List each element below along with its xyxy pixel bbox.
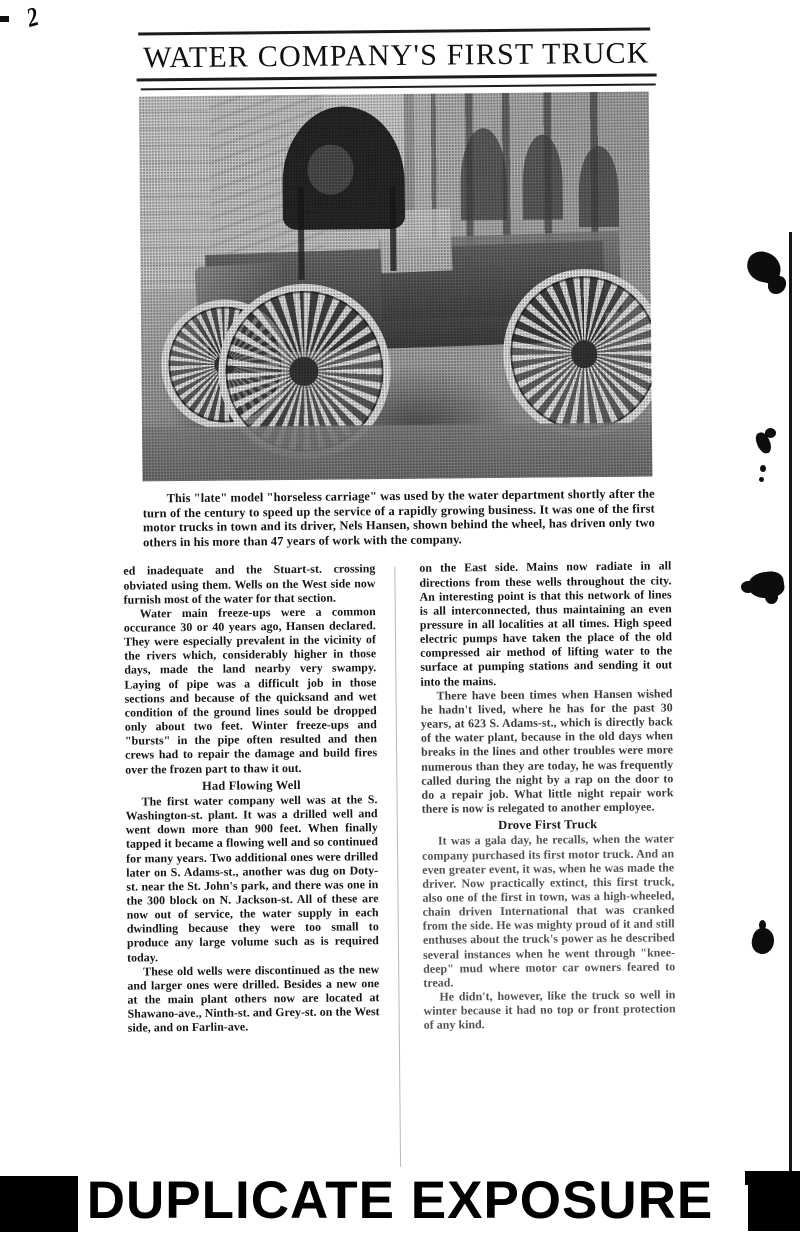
article-body bbox=[121, 559, 677, 1035]
section-subheading: Drove First Truck bbox=[498, 817, 598, 833]
scan-blob-artifact bbox=[759, 920, 766, 930]
scan-blob-artifact bbox=[741, 581, 755, 593]
scan-blob-artifact bbox=[749, 926, 777, 957]
banner-block-right bbox=[748, 1171, 800, 1231]
paragraph: Water main freeze-ups were a common occurance 30 or 40 years ago, Hansen declared. They were especially prevalent in the vicinity of the rivers which, considerably higher in those days, made the land nearby very swampy. Laying of pipe was a difficult job in those sections and because of the quicksand and wet condition of the ground lines sould be dropped only about two feet. Winter freeze-ups and "bursts" in the pipe often resulted and then crews had to repair the damage and build fires over the frozen part to thaw it out. bbox=[123, 604, 378, 777]
banner-label: DUPLICATE EXPOSURE bbox=[86, 1171, 714, 1230]
scan-blob-artifact bbox=[765, 590, 778, 604]
scan-blob-artifact bbox=[768, 276, 786, 294]
handwritten-page-number: 2 bbox=[23, 1, 41, 33]
scan-corner-white bbox=[0, 0, 22, 16]
duplicate-exposure-banner bbox=[0, 1171, 800, 1237]
paragraph: These old wells were discontinued as the new and larger ones were drilled. Besides a new one at the main plant others now are located at Shawano-ave., Ninth-st. and Grey-st. on the West side, and on Farlin-ave. bbox=[127, 961, 380, 1035]
column-divider-rule bbox=[394, 567, 401, 1167]
photo-grain-texture bbox=[139, 92, 653, 482]
headline-rule-top bbox=[138, 28, 650, 36]
photo-rule-top bbox=[141, 83, 656, 90]
paragraph: ed inadequate and the Stuart-st. crossing obviated using them. Wells on the West side now furnish most of the water for that section. bbox=[123, 561, 376, 607]
column-gutter bbox=[375, 561, 424, 1033]
paragraph: on the East side. Mains now radiate in all directions from these wells throughout the city. An interesting point is that this network of lines is all interconnected, thus maintaining an even pressure in all localities at all times. High speed electric pumps have taken the place of the old compressed air method of lifting water to the surface at pumping stations and sending it out into the mains. bbox=[419, 558, 673, 689]
scan-blob-artifact bbox=[760, 465, 766, 472]
paragraph: The first water company well was at the S. Washington-st. plant. It was a drilled well and went down more than 900 feet. When finally tapped it became a flowing well and so continued for many years. Two additional ones were drilled later on S. Adams-st., another was dug on Doty-st. near the St. John's park, and there was one in the 300 block on N. Jackson-st. All of these are now out of service, the water supply in each dwindling because they were too small to produce any large volume such as is required today. bbox=[125, 792, 379, 965]
scan-edge-rule-right bbox=[789, 232, 792, 1182]
paragraph: There have been times when Hansen wished he hadn't lived, where he has for the past 30 years, at 623 S. Adams-st., which is directly back of the water plant, because in the old days when breaks in the lines and other troubles were more numerous than they are today, he was frequently called during the night by a rap on the door to do a repair job. What little night repair work there is now is relegated to another employee. bbox=[420, 686, 674, 816]
article-column-left bbox=[123, 562, 380, 1036]
article-column-right bbox=[419, 559, 676, 1033]
paragraph: It was a gala day, he recalls, when the water company purchased its first motor truck. And an even greater event, it was, when he was made the driver. Now practically extinct, this first truck, also one of the first in town, was a high-wheeled, chain driven International that was cranked from the side. He was mighty proud of it and still enthuses about the truck's power as he described several instances when he went through "knee-deep" mud where motor car owners feared to tread. bbox=[422, 831, 676, 990]
newspaper-clipping bbox=[108, 9, 689, 1174]
photo-caption: This "late" model "horseless carriage" was used by the water department shortly after the turn of the century to speed up the service of a rapidly growing business. It was one of the first motor trucks in town and its driver, Nels Hansen, shown behind the wheel, has driven only two others in his more than 47 years of work with the company. bbox=[142, 486, 655, 550]
article-photo bbox=[139, 92, 653, 482]
paragraph: He didn't, however, like the truck so well in winter because it had no top or front protection of any kind. bbox=[423, 987, 676, 1033]
article-headline: WATER COMPANY'S FIRST TRUCK bbox=[142, 36, 650, 75]
scan-blob-artifact bbox=[759, 477, 764, 482]
scan-blob-artifact bbox=[765, 428, 776, 438]
section-subheading: Had Flowing Well bbox=[202, 777, 301, 793]
